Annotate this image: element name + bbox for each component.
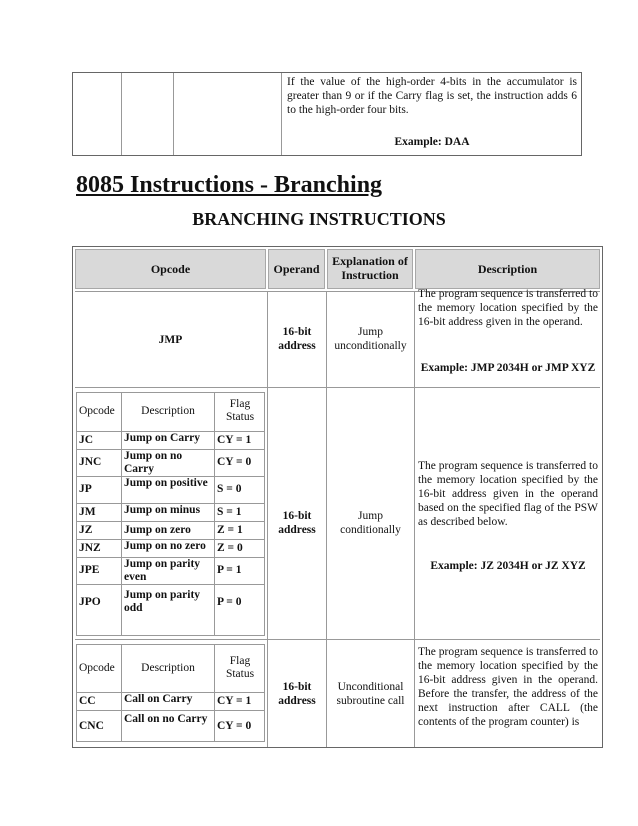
jcond-explanation: Jump conditionally	[340, 510, 401, 536]
continuation-table	[72, 72, 582, 156]
subtable-opcode: JPE	[79, 564, 100, 576]
header-opcode: Opcode	[150, 262, 191, 276]
jmp-opcode: JMP	[158, 334, 183, 346]
subtable-description: Jump on zero	[124, 524, 191, 536]
sub-header-opcode: Opcode	[79, 405, 115, 417]
subtable-description: Jump on no zero	[124, 540, 206, 552]
jmp-example: Example: JMP 2034H or JMP XYZ	[420, 362, 596, 374]
subtable-description: Jump on parity even	[124, 558, 201, 583]
subtable-opcode: JPO	[79, 596, 101, 608]
column-divider	[281, 73, 282, 155]
jcond-description: The program sequence is transferred to the memory location specified by the 16-bit address given in the operand based on the specified flag of the PSW as described below.	[418, 460, 598, 528]
jcond-operand: 16-bit address	[278, 510, 316, 536]
call-subtable	[76, 644, 265, 742]
subtable-opcode: JC	[79, 434, 94, 446]
column-divider	[326, 291, 327, 747]
column-divider	[121, 73, 122, 155]
subtable-opcode: JNC	[79, 456, 102, 468]
column-divider	[214, 645, 215, 741]
subtable-opcode: JP	[79, 483, 92, 495]
sub-header-description: Description	[141, 662, 195, 674]
call-operand: 16-bit address	[278, 681, 316, 707]
jmp-description: The program sequence is transferred to the memory location specified by the 16-bit address given in the operand.	[418, 288, 598, 328]
sub-header-flag: Flag Status	[225, 655, 255, 680]
sub-header-flag: Flag Status	[225, 398, 255, 423]
subtable-flag: P = 0	[217, 596, 242, 608]
column-divider	[121, 393, 122, 635]
call-description: The program sequence is transferred to the memory location specified by the 16-bit address given in the operand. Before the transfer, the address of the next instruction after CALL (the contents of the program counter) is	[418, 646, 598, 728]
row-divider	[77, 710, 264, 711]
subtable-opcode: JNZ	[79, 542, 101, 554]
jcond-example: Example: JZ 2034H or JZ XYZ	[430, 560, 586, 572]
subtable-flag: CY = 0	[217, 456, 252, 468]
section-heading: 8085 Instructions - Branching	[76, 172, 383, 198]
column-divider	[121, 645, 122, 741]
subtable-description: Jump on positive	[124, 477, 208, 489]
subtable-flag: Z = 0	[217, 542, 243, 554]
jmp-explanation: Jump unconditionally	[334, 326, 407, 352]
row-divider	[75, 639, 600, 640]
subtable-flag: CY = 1	[217, 695, 252, 707]
sub-header-description: Description	[141, 405, 195, 417]
column-divider	[414, 291, 415, 747]
sub-header-opcode: Opcode	[79, 662, 115, 674]
subtable-flag: CY = 0	[217, 720, 252, 732]
jmp-operand: 16-bit address	[278, 326, 316, 352]
subtable-flag: S = 1	[217, 506, 242, 518]
subtable-description: Jump on minus	[124, 504, 201, 516]
subtable-description: Call on Carry	[124, 693, 193, 705]
subtable-description: Call on no Carry	[124, 713, 208, 725]
subtable-flag: Z = 1	[217, 524, 243, 536]
subtable-flag: S = 0	[217, 483, 242, 495]
daa-example: Example: DAA	[394, 136, 470, 148]
conditional-jump-subtable	[76, 392, 265, 636]
subtable-description: Jump on no Carry	[124, 450, 183, 475]
subtable-opcode: CC	[79, 695, 96, 707]
daa-description: If the value of the high-order 4-bits in the accumulator is greater than 9 or if the Carry flag is set, the instruction adds 6 to the high-order four bits.	[287, 76, 577, 116]
column-divider	[267, 291, 268, 747]
row-divider	[77, 521, 264, 522]
subtable-opcode: JM	[79, 506, 96, 518]
subtable-flag: CY = 1	[217, 434, 252, 446]
branching-table	[72, 246, 603, 748]
subtable-opcode: JZ	[79, 524, 93, 536]
subtable-opcode: CNC	[79, 720, 104, 732]
table-caption: BRANCHING INSTRUCTIONS	[192, 209, 446, 229]
subtable-flag: P = 1	[217, 564, 242, 576]
header-explanation: Explanation of Instruction	[332, 254, 408, 282]
subtable-description: Jump on parity odd	[124, 589, 201, 614]
call-explanation: Unconditional subroutine call	[336, 681, 405, 707]
subtable-description: Jump on Carry	[124, 432, 201, 444]
column-divider	[173, 73, 174, 155]
header-operand: Operand	[273, 262, 320, 276]
header-description: Description	[477, 262, 538, 276]
row-divider	[77, 584, 264, 585]
column-divider	[214, 393, 215, 635]
row-divider	[75, 387, 600, 388]
